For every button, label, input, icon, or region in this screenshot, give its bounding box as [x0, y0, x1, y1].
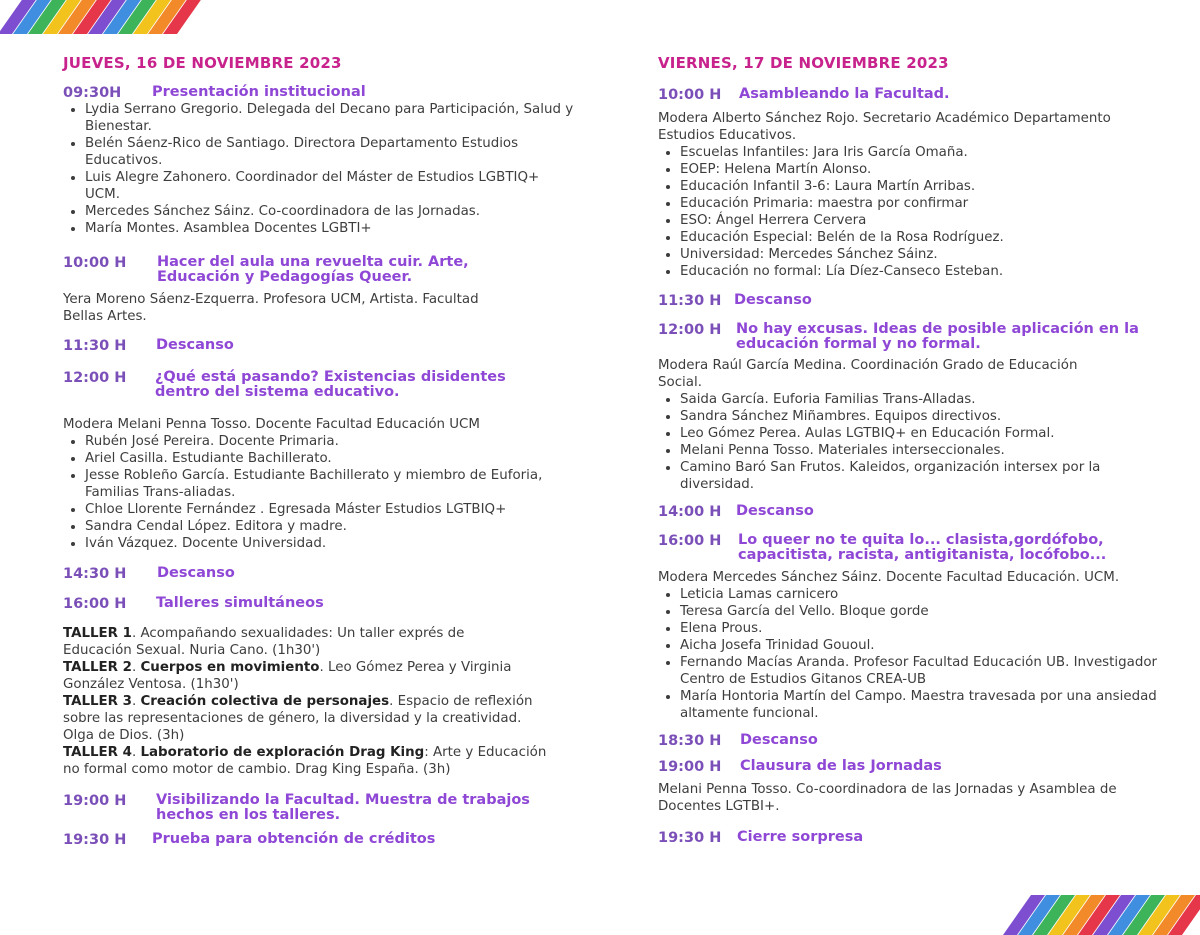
speaker-list-1200	[63, 433, 595, 552]
taller-label: TALLER 4	[63, 745, 132, 760]
session-time: 16:00 H	[658, 533, 722, 549]
list-item: • Aicha Josefa Trinidad Gououl.	[680, 637, 1160, 654]
rainbow-stripes-bottom-right	[1005, 895, 1200, 935]
session-time: 14:30 H	[63, 566, 127, 582]
list-item: • Saida García. Euforia Familias Trans-Alladas.	[680, 391, 1160, 408]
list-item: • Melani Penna Tosso. Materiales interseccionales.	[680, 442, 1160, 459]
list-item: • ESO: Ángel Herrera Cervera	[680, 212, 1170, 229]
list-item: • Fernando Macías Aranda. Profesor Facultad Educación UB. Investigador Centro de Estudios Gitanos CREA-UB	[680, 654, 1160, 688]
session-time: 12:00 H	[658, 322, 722, 338]
list-item: • Teresa García del Vello. Bloque gorde	[680, 603, 1160, 620]
taller-label: TALLER 2	[63, 660, 132, 675]
session-title: Hacer del aula una revuelta cuir. Arte, Educación y Pedagogías Queer.	[157, 254, 469, 285]
list-item: • Elena Prous.	[680, 620, 1160, 637]
list-item: • Leo Gómez Perea. Aulas LGTBIQ+ en Educación Formal.	[680, 425, 1160, 442]
session-time: 19:30 H	[658, 830, 722, 846]
session-title: Descanso	[157, 565, 235, 581]
list-item: • Iván Vázquez. Docente Universidad.	[85, 535, 595, 552]
taller-name: Creación colectiva de personajes	[140, 694, 390, 709]
session-1600-fri	[658, 533, 1158, 563]
list-item: • Jesse Robleño García. Estudiante Bachillerato y miembro de Euforia, Familias Trans-aliadas.	[85, 467, 595, 501]
session-time: 09:30H	[63, 85, 122, 101]
session-title: Clausura de las Jornadas	[740, 758, 942, 774]
session-title: Presentación institucional	[152, 84, 366, 100]
session-title: Talleres simultáneos	[156, 595, 324, 611]
session-title: ¿Qué está pasando? Existencias disidentes dentro del sistema educativo.	[155, 369, 506, 400]
list-item: • Educación Primaria: maestra por confirmar	[680, 195, 1170, 212]
taller-label: TALLER 3	[63, 694, 132, 709]
session-title: Prueba para obtención de créditos	[152, 831, 436, 847]
session-moderator: Modera Mercedes Sánchez Sáinz. Docente Facultad Educación. UCM.	[658, 570, 1120, 585]
day-title-thursday: JUEVES, 16 DE NOVIEMBRE 2023	[63, 54, 342, 72]
speaker-list-0930	[63, 101, 575, 237]
list-item: • Escuelas Infantiles: Jara Iris García Omaña.	[680, 144, 1170, 161]
list-item: • Universidad: Mercedes Sánchez Sáinz.	[680, 246, 1170, 263]
session-time: 16:00 H	[63, 596, 127, 612]
list-item: • Camino Baró San Frutos. Kaleidos, organización intersex por la diversidad.	[680, 459, 1160, 493]
list-item: • Luis Alegre Zahonero. Coordinador del Máster de Estudios LGBTIQ+ UCM.	[85, 169, 575, 203]
session-title: No hay excusas. Ideas de posible aplicación en la educación formal y no formal.	[736, 321, 1139, 352]
speaker-list-1200-fri	[658, 391, 1160, 493]
list-item: • Chloe Llorente Fernández . Egresada Máster Estudios LGTBIQ+	[85, 501, 595, 518]
list-item: • María Hontoria Martín del Campo. Maestra travesada por una ansiedad altamente funcional.	[680, 688, 1160, 722]
taller-1: TALLER 1. Acompañando sexualidades: Un taller exprés de Educación Sexual. Nuria Cano. (1h30')	[63, 626, 465, 658]
list-item: • Ariel Casilla. Estudiante Bachillerato.	[85, 450, 595, 467]
session-time: 11:30 H	[658, 293, 722, 309]
session-1200	[63, 370, 573, 400]
session-1130-fri	[658, 293, 1158, 309]
taller-text: : Un taller exprés de Educación Sexual. Nuria Cano. (1h30')	[63, 626, 465, 658]
session-time: 19:30 H	[63, 832, 127, 848]
session-1900-fri	[658, 759, 1158, 775]
session-time: 19:00 H	[63, 793, 127, 809]
session-moderator: Modera Melani Penna Tosso. Docente Facultad Educación UCM	[63, 417, 480, 432]
list-item: • Educación Especial: Belén de la Rosa Rodríguez.	[680, 229, 1170, 246]
taller-name: Acompañando sexualidades	[140, 626, 329, 641]
session-title: Descanso	[740, 732, 818, 748]
session-moderator: Modera Alberto Sánchez Rojo. Secretario Académico Departamento Estudios Educativos.	[658, 111, 1111, 143]
session-title: Asambleando la Facultad.	[739, 86, 950, 102]
session-1000-fri	[658, 87, 1158, 103]
session-time: 10:00 H	[63, 255, 127, 271]
session-1900	[63, 793, 573, 823]
session-title: Descanso	[734, 292, 812, 308]
taller-label: TALLER 1	[63, 626, 132, 641]
taller-name: Cuerpos en movimiento	[140, 660, 320, 675]
rainbow-stripes-top-left	[0, 0, 200, 34]
session-moderator: Modera Raúl García Medina. Coordinación Grado de Educación Social.	[658, 358, 1078, 390]
list-item: • Lydia Serrano Gregorio. Delegada del Decano para Participación, Salud y Bienestar.	[85, 101, 575, 135]
session-title: Lo queer no te quita lo... clasista,gordófobo, capacitista, racista, antigitanista, locófobo...	[738, 532, 1107, 563]
list-item: • Mercedes Sánchez Sáinz. Co-coordinadora de las Jornadas.	[85, 203, 575, 220]
session-1600	[63, 596, 573, 612]
list-item: • Belén Sáenz-Rico de Santiago. Directora Departamento Estudios Educativos.	[85, 135, 575, 169]
list-item: • Rubén José Pereira. Docente Primaria.	[85, 433, 595, 450]
session-title: Descanso	[156, 337, 234, 353]
session-description: Yera Moreno Sáenz-Ezquerra. Profesora UCM, Artista. Facultad Bellas Artes.	[63, 292, 479, 324]
list-item: • María Montes. Asamblea Docentes LGBTI+	[85, 220, 575, 237]
list-item: • Sandra Sánchez Miñambres. Equipos directivos.	[680, 408, 1160, 425]
session-time: 18:30 H	[658, 733, 722, 749]
taller-4: TALLER 4. Laboratorio de exploración Drag King: Arte y Educación no formal como motor de cambio. Drag King España. (3h)	[63, 745, 547, 777]
session-title: Descanso	[736, 503, 814, 519]
session-time: 10:00 H	[658, 87, 722, 103]
session-time: 11:30 H	[63, 338, 127, 354]
session-1930	[63, 832, 573, 848]
taller-text: : Arte y Educación no formal como motor de cambio. Drag King España. (3h)	[63, 745, 547, 777]
session-1400-fri	[658, 504, 1158, 520]
session-title: Visibilizando la Facultad. Muestra de trabajos hechos en los talleres.	[156, 792, 530, 823]
list-item: • Sandra Cendal López. Editora y madre.	[85, 518, 595, 535]
taller-2: TALLER 2. Cuerpos en movimiento. Leo Gómez Perea y Virginia González Ventosa. (1h30')	[63, 660, 512, 692]
list-item: • Leticia Lamas carnicero	[680, 586, 1160, 603]
session-1430	[63, 566, 573, 582]
speaker-list-1600-fri	[658, 586, 1160, 722]
session-1000	[63, 255, 573, 285]
list-item: • EOEP: Helena Martín Alonso.	[680, 161, 1170, 178]
taller-text: . Espacio de reflexión sobre las representaciones de género, la diversidad y la creatividad. Olga de Dios. (3h)	[63, 694, 533, 743]
session-1130	[63, 338, 573, 354]
session-1830-fri	[658, 733, 1158, 749]
session-time: 14:00 H	[658, 504, 722, 520]
taller-3: TALLER 3. Creación colectiva de personajes. Espacio de reflexión sobre las representaciones de género, la diversidad y la creatividad. Olga de Dios. (3h)	[63, 694, 533, 743]
session-description: Melani Penna Tosso. Co-coordinadora de las Jornadas y Asamblea de Docentes LGTBI+.	[658, 782, 1117, 814]
session-time: 12:00 H	[63, 370, 127, 386]
session-1930-fri	[658, 830, 1158, 846]
speaker-list-1000-fri	[658, 144, 1170, 280]
session-0930	[63, 85, 573, 101]
session-1200-fri	[658, 322, 1158, 352]
day-title-friday: VIERNES, 17 DE NOVIEMBRE 2023	[658, 54, 949, 72]
session-title: Cierre sorpresa	[737, 829, 864, 845]
list-item: • Educación no formal: Lía Díez-Canseco Esteban.	[680, 263, 1170, 280]
session-time: 19:00 H	[658, 759, 722, 775]
taller-text: . Leo Gómez Perea y Virginia González Ventosa. (1h30')	[63, 660, 512, 692]
taller-name: Laboratorio de exploración Drag King	[140, 745, 425, 760]
list-item: • Educación Infantil 3-6: Laura Martín Arribas.	[680, 178, 1170, 195]
